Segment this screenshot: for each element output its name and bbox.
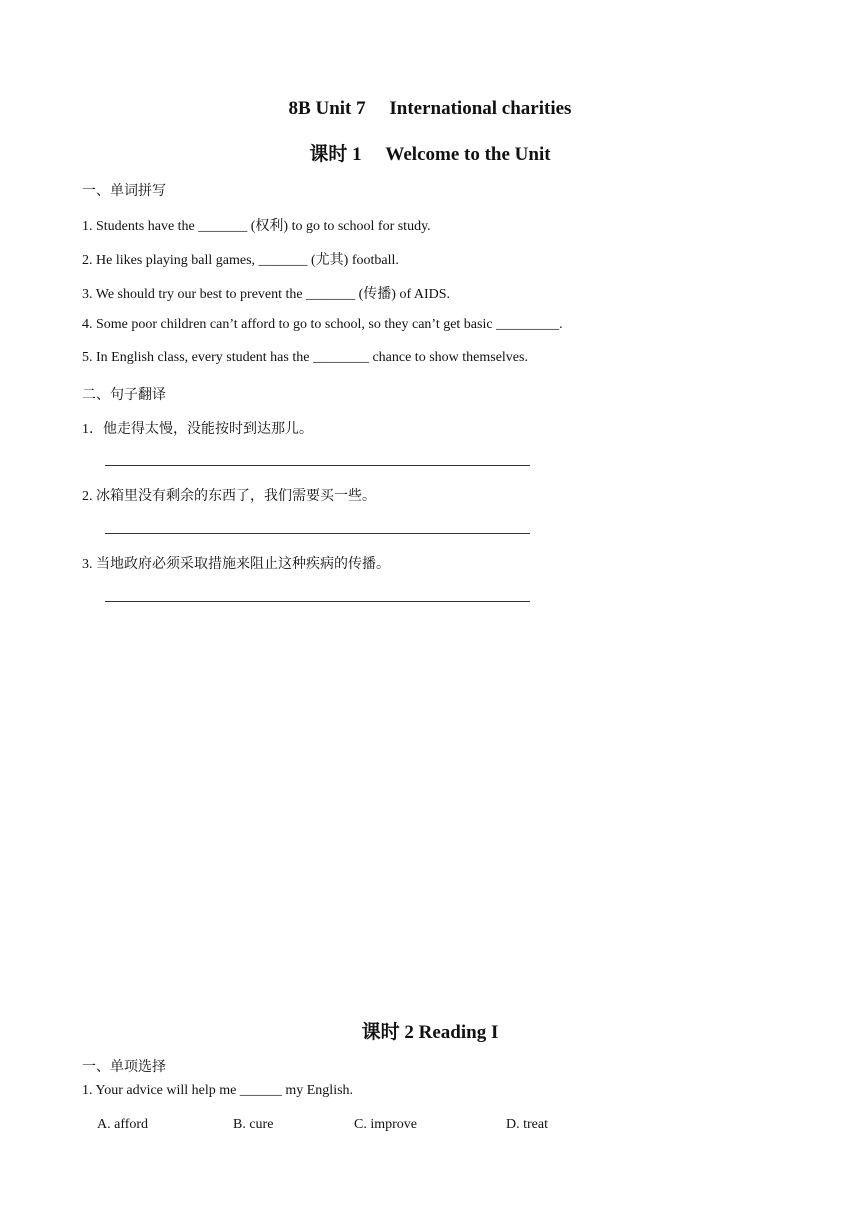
- translation-2: 2. 冰箱里没有剩余的东西了，我们需要买一些。: [82, 489, 376, 504]
- section-heading-spelling: 一、单词拼写: [82, 184, 166, 199]
- page-title: 8B Unit 7 International charities: [288, 98, 572, 119]
- option-c[interactable]: C. improve: [354, 1117, 417, 1132]
- question-2: 2. He likes playing ball games, _______ (尤其) football.: [82, 253, 399, 268]
- question-4: 4. Some poor children can’t afford to go to school, so they can’t get basic _________.: [82, 317, 563, 332]
- question-1: 1. Students have the _______ (权利) to go to school for study.: [82, 219, 431, 234]
- answer-line-3[interactable]: [105, 601, 530, 602]
- lesson1-title: 课时 1 Welcome to the Unit: [309, 144, 551, 165]
- answer-line-1[interactable]: [105, 465, 530, 466]
- answer-line-2[interactable]: [105, 533, 530, 534]
- option-b[interactable]: B. cure: [233, 1117, 274, 1132]
- option-a[interactable]: A. afford: [97, 1117, 149, 1132]
- choice-question-1: 1. Your advice will help me ______ my English.: [82, 1083, 354, 1098]
- lesson2-title: 课时 2 Reading I: [361, 1022, 499, 1043]
- translation-3: 3. 当地政府必须采取措施来阻止这种疾病的传播。: [82, 557, 390, 572]
- translation-1: 1．他走得太慢，没能按时到达那儿。: [82, 422, 313, 437]
- section-heading-translation: 二、句子翻译: [82, 388, 166, 403]
- question-3: 3. We should try our best to prevent the _______ (传播) of AIDS.: [82, 287, 451, 302]
- question-5: 5. In English class, every student has the ________ chance to show themselves.: [82, 350, 528, 365]
- section-heading-choice: 一、单项选择: [82, 1060, 166, 1075]
- option-d[interactable]: D. treat: [506, 1117, 548, 1132]
